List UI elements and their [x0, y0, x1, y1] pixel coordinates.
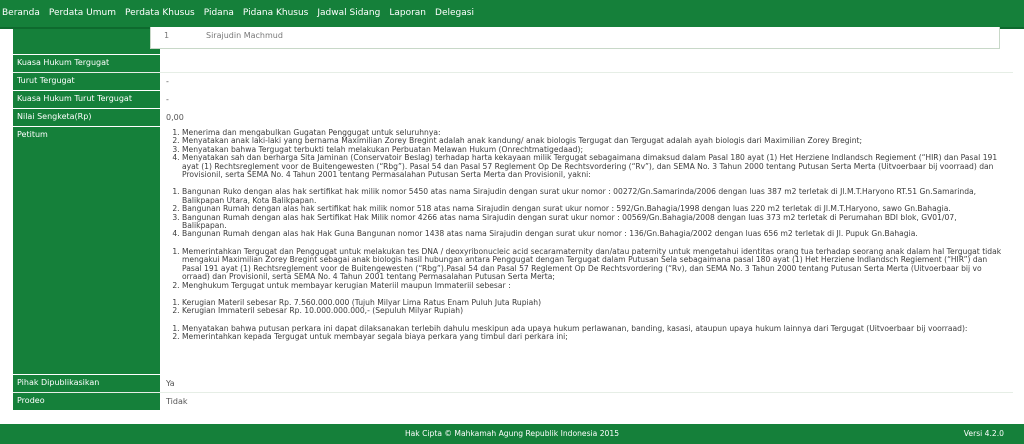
petitum-item: 1. Menyatakan bahwa putusan perkara ini dapat dilaksanakan terlebih dahulu meskipun ada upaya hukum perlawanan, banding, kasasi, ataupun upaya hukum lainnya dari Tergugat (Uitvoerbaar bij voorraad): [182, 325, 1002, 333]
petitum-item: 4. Menyatakan sah dan berharga Sita Jaminan (Conservatoir Beslag) terhadap harta kekayaan milik Tergugat sebagaimana dimaksud dalam Pasal 180 ayat (1) Het Herziene Indlandsch Regiement (“HIR) dan Pasal 191 ayat (1) Rechtsreglement voor de Buitengewesten (“Rbg”). Pasal 54 dan Pasal 57 Reglement Op De Rechtsvordering (“Rv”), dan SEMA No. 3 Tahun 2000 tentang Putusan Serta Merta (Uitvoerbaar bij voorraad) dan Provisionil, serta SEMA No. 4 Tahun 2001 tentang Permasalahan Putusan Serta Merta dan Provisionil, yakni: [182, 154, 1002, 179]
petitum-list-final [170, 325, 1002, 342]
value-turut-tergugat: - [166, 77, 169, 86]
petitum-item: 2. Memerintahkan kepada Tergugat untuk membayar segala biaya perkara yang timbul dari perkara ini; [182, 333, 1002, 341]
label-kuasa-hukum-tergugat: Kuasa Hukum Tergugat [13, 55, 160, 72]
label-cell-blank [13, 29, 160, 54]
copyright-text: Hak Cipta © Mahkamah Agung Republik Indonesia 2015 [404, 429, 620, 438]
petitum-item: 3. Bangunan Rumah dengan alas hak Sertifikat Hak Milik nomor 4266 atas nama Sirajudin dengan surat ukur nomor : 00569/Gn.Bahagia/2008 dengan luas 373 m2 terletak di Perumahan BDI blok, GV01/07, Balikpapan. [182, 214, 1002, 231]
tergugat-table [150, 27, 1000, 49]
nav-pidana[interactable]: Pidana [203, 8, 234, 18]
nav-perdata-khusus[interactable]: Perdata Khusus [125, 8, 195, 18]
value-kuasa-hukum-turut-tergugat: - [166, 95, 169, 104]
label-kuasa-hukum-turut-tergugat: Kuasa Hukum Turut Tergugat [13, 91, 160, 108]
petitum-item: 3. Menyatakan bahwa Tergugat terbukti telah melakukan Perbuatan Melawan Hukum (Onrechtmatigedaad); [182, 146, 1002, 154]
label-turut-tergugat: Turut Tergugat [13, 73, 160, 90]
row-divider [13, 72, 1013, 73]
petitum-list-damages [170, 299, 1002, 316]
nav-beranda[interactable]: Beranda [2, 8, 40, 18]
nav-jadwal-sidang[interactable]: Jadwal Sidang [317, 8, 381, 18]
value-pihak-dipublikasikan: Ya [166, 379, 175, 388]
tergugat-name: Sirajudin Machmud [206, 31, 283, 40]
petitum-item: 1. Kerugian Materil sebesar Rp. 7.560.000.000 (Tujuh Milyar Lima Ratus Enam Puluh Juta Rupiah) [182, 299, 1002, 307]
nav-delegasi[interactable]: Delegasi [435, 8, 474, 18]
petitum-item: 2. Menghukum Tergugat untuk membayar kerugian Materiil maupun Immateriil sebesar : [182, 282, 1002, 290]
petitum-list-assets [170, 188, 1002, 238]
nav-perdata-umum[interactable]: Perdata Umum [48, 8, 117, 18]
nav-pidana-khusus[interactable]: Pidana Khusus [242, 8, 309, 18]
petitum-list-orders [170, 248, 1002, 290]
petitum-item: 4. Bangunan Rumah dengan alas hak Hak Guna Bangunan nomor 1438 atas nama Sirajudin dengan surat ukur nomor : 136/Gn.Bahagia/2002 dengan luas 656 m2 terletak di Jl. Pupuk Gn.Bahagia. [182, 230, 1002, 238]
petitum-item: 2. Kerugian Immateril sebesar Rp. 10.000.000.000,- (Sepuluh Milyar Rupiah) [182, 307, 1002, 315]
tergugat-row-number: 1 [164, 31, 170, 40]
petitum-content [170, 129, 1002, 342]
top-nav [0, 0, 1024, 29]
version-text: Versi 4.2.0 [963, 429, 1004, 438]
petitum-item: 1. Bangunan Ruko dengan alas hak sertifikat hak milik nomor 5450 atas nama Sirajudin dengan surat ukur nomor : 00272/Gn.Samarinda/2006 dengan luas 387 m2 terletak di Jl.M.T.Haryono RT.51 Gn.Samarinda, Balikpapan Utara, Kota Balikpapan. [182, 188, 1002, 205]
row-divider [13, 392, 1013, 393]
label-petitum: Petitum [13, 127, 160, 374]
petitum-item: 1. Memerintahkan Tergugat dan Penggugat untuk melakukan tes DNA / deoxyribonucleic acid secaramaternity dan/atau paternity untuk mengetahui identitas orang tua terhadap seorang anak dalam hal Tergugat tidak mengakui Maximilian Zorey Bregint sebagai anak biologis hasil hubungan antara Penggugat dengan Tergugat dalam Putusan Sela sebagaimana pasal 180 ayat (1) Het Herziene Indlandsch Regiement (“HIR”) dan Pasal 191 ayat (1) Rechtsreglement voor de Buitengewesten (“Rbg”).Pasal 54 dan Pasal 57 Reglement Op De Rechtsvordering (“Rv), dan SEMA No. 3 Tahun 2000 tentang Putusan Serta Merta (Uitvoerbaar bij vo orraad) dan Provisionil, serta SEMA No. 4 Tahun 2001 tentang Permasalahan Putusan Serta Merta; [182, 248, 1002, 282]
detail-panel [0, 29, 1024, 424]
petitum-item: 2. Bangunan Rumah dengan alas hak sertifikat hak milik nomor 518 atas nama Sirajudin dengan surat ukur nomor : 592/Gn.Bahagia/1998 dengan luas 220 m2 terletak di Jl.M.T.Haryono, sawo Gn.Bahagia. [182, 205, 1002, 213]
value-nilai-sengketa: 0,00 [166, 113, 184, 122]
label-prodeo: Prodeo [13, 393, 160, 410]
nav-laporan[interactable]: Laporan [389, 8, 427, 18]
footer [0, 424, 1024, 444]
petitum-item: 1. Menerima dan mengabulkan Gugatan Penggugat untuk seluruhnya: [182, 129, 1002, 137]
label-nilai-sengketa: Nilai Sengketa(Rp) [13, 109, 160, 126]
petitum-list-claims [170, 129, 1002, 179]
petitum-item: 2. Menyatakan anak laki-laki yang bernama Maximilian Zorey Bregint adalah anak kandung/ anak biologis Tergugat dan Tergugat adalah ayah biologis dari Maximilian Zorey Bregint; [182, 137, 1002, 145]
value-prodeo: Tidak [166, 397, 188, 406]
label-pihak-dipublikasikan: Pihak Dipublikasikan [13, 375, 160, 392]
